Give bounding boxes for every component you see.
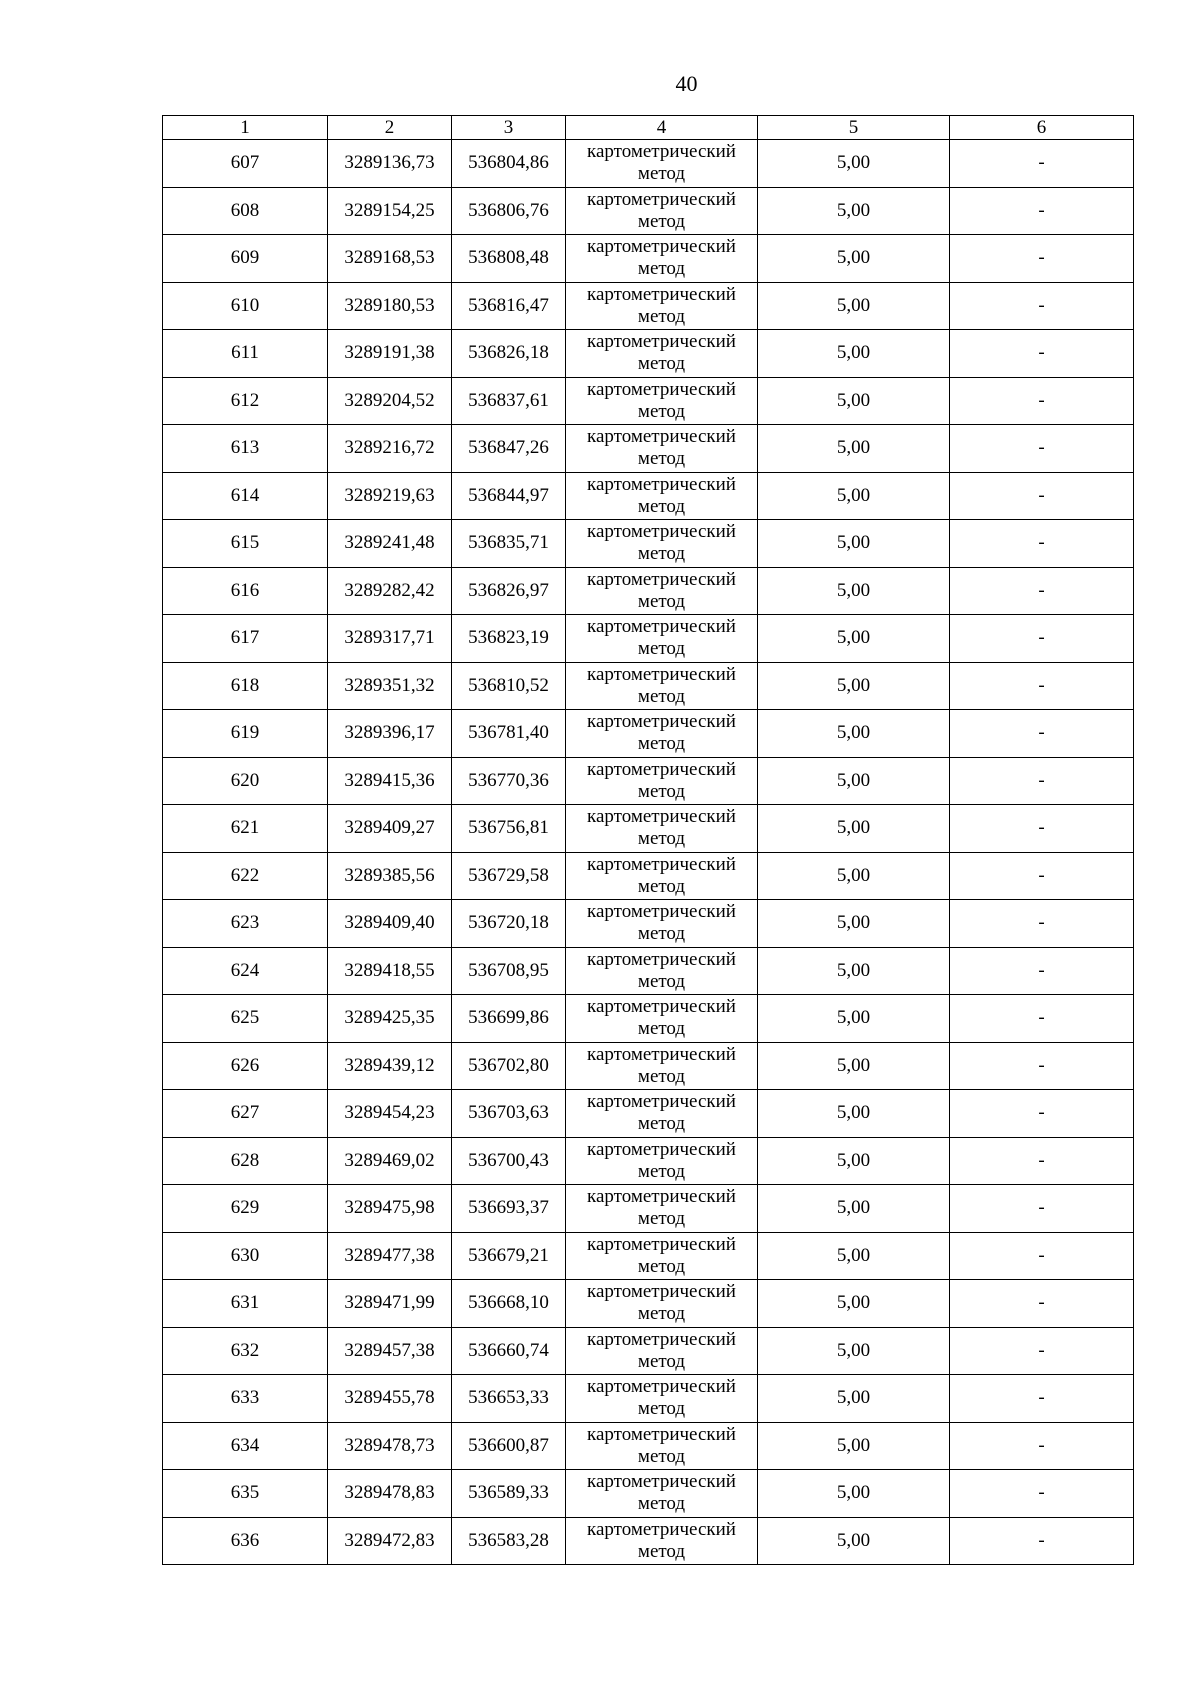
point-number-cell: 635 [163, 1470, 328, 1518]
note-cell: - [950, 662, 1134, 710]
table-row [163, 615, 1134, 663]
table-row [163, 662, 1134, 710]
method-cell [566, 710, 758, 758]
x-coordinate-cell: 3289216,72 [328, 425, 452, 473]
note-cell: - [950, 615, 1134, 663]
method-line1: картометрический [587, 1138, 736, 1160]
table-row [163, 757, 1134, 805]
accuracy-cell: 5,00 [758, 710, 950, 758]
x-coordinate-cell: 3289454,23 [328, 1090, 452, 1138]
header-cell: 2 [328, 116, 452, 140]
coordinates-table [162, 115, 1134, 1565]
accuracy-cell: 5,00 [758, 1422, 950, 1470]
method-line2: метод [637, 828, 686, 850]
accuracy-cell: 5,00 [758, 377, 950, 425]
table-header-row [163, 116, 1134, 140]
y-coordinate-cell: 536700,43 [452, 1137, 566, 1185]
method-cell [566, 282, 758, 330]
y-coordinate-cell: 536826,18 [452, 330, 566, 378]
method-line2: метод [637, 638, 686, 660]
method-line2: метод [637, 448, 686, 470]
accuracy-cell: 5,00 [758, 567, 950, 615]
method-line2: метод [637, 1160, 686, 1182]
method-cell [566, 425, 758, 473]
method-line1: картометрический [587, 1186, 736, 1208]
method-line1: картометрический [587, 426, 736, 448]
accuracy-cell: 5,00 [758, 472, 950, 520]
point-number-cell: 618 [163, 662, 328, 710]
accuracy-cell: 5,00 [758, 805, 950, 853]
method-line2: метод [637, 780, 686, 802]
x-coordinate-cell: 3289219,63 [328, 472, 452, 520]
note-cell: - [950, 377, 1134, 425]
method-line1: картометрический [587, 473, 736, 495]
point-number-cell: 626 [163, 1042, 328, 1090]
note-cell: - [950, 1232, 1134, 1280]
table-row [163, 520, 1134, 568]
accuracy-cell: 5,00 [758, 425, 950, 473]
accuracy-cell: 5,00 [758, 187, 950, 235]
accuracy-cell: 5,00 [758, 330, 950, 378]
method-cell [566, 662, 758, 710]
method-cell [566, 377, 758, 425]
x-coordinate-cell: 3289469,02 [328, 1137, 452, 1185]
x-coordinate-cell: 3289471,99 [328, 1280, 452, 1328]
table-row [163, 900, 1134, 948]
method-line1: картометрический [587, 141, 736, 163]
header-cell: 3 [452, 116, 566, 140]
point-number-cell: 632 [163, 1327, 328, 1375]
point-number-cell: 636 [163, 1517, 328, 1565]
accuracy-cell: 5,00 [758, 900, 950, 948]
note-cell: - [950, 995, 1134, 1043]
x-coordinate-cell: 3289477,38 [328, 1232, 452, 1280]
method-cell [566, 1422, 758, 1470]
point-number-cell: 627 [163, 1090, 328, 1138]
note-cell: - [950, 1327, 1134, 1375]
note-cell: - [950, 1517, 1134, 1565]
point-number-cell: 610 [163, 282, 328, 330]
y-coordinate-cell: 536693,37 [452, 1185, 566, 1233]
note-cell: - [950, 330, 1134, 378]
method-line2: метод [637, 1540, 686, 1562]
accuracy-cell: 5,00 [758, 852, 950, 900]
table-row [163, 1280, 1134, 1328]
x-coordinate-cell: 3289204,52 [328, 377, 452, 425]
note-cell: - [950, 1422, 1134, 1470]
method-cell [566, 1470, 758, 1518]
table-row [163, 710, 1134, 758]
note-cell: - [950, 235, 1134, 283]
note-cell: - [950, 472, 1134, 520]
note-cell: - [950, 187, 1134, 235]
method-line2: метод [637, 1350, 686, 1372]
table-row [163, 1137, 1134, 1185]
note-cell: - [950, 1042, 1134, 1090]
method-line2: метод [637, 400, 686, 422]
note-cell: - [950, 425, 1134, 473]
point-number-cell: 625 [163, 995, 328, 1043]
point-number-cell: 615 [163, 520, 328, 568]
method-line2: метод [637, 1208, 686, 1230]
table-row [163, 1090, 1134, 1138]
table-row [163, 567, 1134, 615]
point-number-cell: 619 [163, 710, 328, 758]
x-coordinate-cell: 3289241,48 [328, 520, 452, 568]
method-cell [566, 1517, 758, 1565]
y-coordinate-cell: 536823,19 [452, 615, 566, 663]
y-coordinate-cell: 536781,40 [452, 710, 566, 758]
method-cell [566, 1280, 758, 1328]
method-line1: картометрический [587, 188, 736, 210]
method-cell [566, 947, 758, 995]
point-number-cell: 623 [163, 900, 328, 948]
table-row [163, 1185, 1134, 1233]
x-coordinate-cell: 3289425,35 [328, 995, 452, 1043]
y-coordinate-cell: 536600,87 [452, 1422, 566, 1470]
y-coordinate-cell: 536583,28 [452, 1517, 566, 1565]
y-coordinate-cell: 536703,63 [452, 1090, 566, 1138]
accuracy-cell: 5,00 [758, 235, 950, 283]
point-number-cell: 609 [163, 235, 328, 283]
accuracy-cell: 5,00 [758, 1375, 950, 1423]
method-line1: картометрический [587, 1376, 736, 1398]
table-row [163, 425, 1134, 473]
method-line2: метод [637, 353, 686, 375]
point-number-cell: 633 [163, 1375, 328, 1423]
method-line1: картометрический [587, 568, 736, 590]
method-cell [566, 1375, 758, 1423]
accuracy-cell: 5,00 [758, 662, 950, 710]
y-coordinate-cell: 536826,97 [452, 567, 566, 615]
accuracy-cell: 5,00 [758, 520, 950, 568]
y-coordinate-cell: 536660,74 [452, 1327, 566, 1375]
method-line1: картометрический [587, 806, 736, 828]
method-line1: картометрический [587, 616, 736, 638]
x-coordinate-cell: 3289180,53 [328, 282, 452, 330]
x-coordinate-cell: 3289439,12 [328, 1042, 452, 1090]
x-coordinate-cell: 3289282,42 [328, 567, 452, 615]
accuracy-cell: 5,00 [758, 282, 950, 330]
method-line1: картометрический [587, 711, 736, 733]
note-cell: - [950, 710, 1134, 758]
x-coordinate-cell: 3289396,17 [328, 710, 452, 758]
note-cell: - [950, 1280, 1134, 1328]
method-cell [566, 1137, 758, 1185]
point-number-cell: 611 [163, 330, 328, 378]
y-coordinate-cell: 536668,10 [452, 1280, 566, 1328]
table-row [163, 330, 1134, 378]
method-line1: картометрический [587, 521, 736, 543]
method-line2: метод [637, 210, 686, 232]
table-row [163, 947, 1134, 995]
accuracy-cell: 5,00 [758, 1470, 950, 1518]
x-coordinate-cell: 3289418,55 [328, 947, 452, 995]
note-cell: - [950, 852, 1134, 900]
point-number-cell: 622 [163, 852, 328, 900]
method-line1: картометрический [587, 1091, 736, 1113]
method-cell [566, 1185, 758, 1233]
note-cell: - [950, 1137, 1134, 1185]
x-coordinate-cell: 3289475,98 [328, 1185, 452, 1233]
method-line1: картометрический [587, 663, 736, 685]
y-coordinate-cell: 536835,71 [452, 520, 566, 568]
method-line2: метод [637, 685, 686, 707]
accuracy-cell: 5,00 [758, 1232, 950, 1280]
header-cell: 6 [950, 116, 1134, 140]
accuracy-cell: 5,00 [758, 757, 950, 805]
note-cell: - [950, 1185, 1134, 1233]
y-coordinate-cell: 536589,33 [452, 1470, 566, 1518]
accuracy-cell: 5,00 [758, 1280, 950, 1328]
point-number-cell: 624 [163, 947, 328, 995]
table-row [163, 187, 1134, 235]
table-row [163, 377, 1134, 425]
method-line2: метод [637, 1255, 686, 1277]
method-line1: картометрический [587, 378, 736, 400]
accuracy-cell: 5,00 [758, 1137, 950, 1185]
note-cell: - [950, 947, 1134, 995]
x-coordinate-cell: 3289168,53 [328, 235, 452, 283]
point-number-cell: 634 [163, 1422, 328, 1470]
method-line1: картометрический [587, 331, 736, 353]
note-cell: - [950, 805, 1134, 853]
x-coordinate-cell: 3289457,38 [328, 1327, 452, 1375]
accuracy-cell: 5,00 [758, 1517, 950, 1565]
method-cell [566, 900, 758, 948]
method-cell [566, 235, 758, 283]
point-number-cell: 616 [163, 567, 328, 615]
point-number-cell: 628 [163, 1137, 328, 1185]
accuracy-cell: 5,00 [758, 1185, 950, 1233]
table-row [163, 1517, 1134, 1565]
table-row [163, 1375, 1134, 1423]
table-row [163, 1232, 1134, 1280]
method-line2: метод [637, 590, 686, 612]
method-cell [566, 995, 758, 1043]
note-cell: - [950, 900, 1134, 948]
method-line1: картометрический [587, 853, 736, 875]
y-coordinate-cell: 536816,47 [452, 282, 566, 330]
method-line2: метод [637, 923, 686, 945]
header-cell: 1 [163, 116, 328, 140]
x-coordinate-cell: 3289154,25 [328, 187, 452, 235]
y-coordinate-cell: 536804,86 [452, 140, 566, 188]
point-number-cell: 614 [163, 472, 328, 520]
y-coordinate-cell: 536847,26 [452, 425, 566, 473]
table-row [163, 140, 1134, 188]
method-cell [566, 1090, 758, 1138]
table-row [163, 805, 1134, 853]
y-coordinate-cell: 536808,48 [452, 235, 566, 283]
method-line2: метод [637, 1303, 686, 1325]
method-line2: метод [637, 733, 686, 755]
x-coordinate-cell: 3289478,83 [328, 1470, 452, 1518]
method-line2: метод [637, 1018, 686, 1040]
method-cell [566, 805, 758, 853]
method-line2: метод [637, 875, 686, 897]
point-number-cell: 608 [163, 187, 328, 235]
method-line1: картометрический [587, 1233, 736, 1255]
method-line2: метод [637, 970, 686, 992]
y-coordinate-cell: 536702,80 [452, 1042, 566, 1090]
method-line1: картометрический [587, 948, 736, 970]
method-line1: картометрический [587, 1281, 736, 1303]
y-coordinate-cell: 536810,52 [452, 662, 566, 710]
table-row [163, 1422, 1134, 1470]
x-coordinate-cell: 3289478,73 [328, 1422, 452, 1470]
method-line2: метод [637, 543, 686, 565]
point-number-cell: 612 [163, 377, 328, 425]
accuracy-cell: 5,00 [758, 1090, 950, 1138]
x-coordinate-cell: 3289136,73 [328, 140, 452, 188]
y-coordinate-cell: 536653,33 [452, 1375, 566, 1423]
method-cell [566, 757, 758, 805]
x-coordinate-cell: 3289385,56 [328, 852, 452, 900]
method-cell [566, 1327, 758, 1375]
method-line1: картометрический [587, 236, 736, 258]
note-cell: - [950, 1090, 1134, 1138]
accuracy-cell: 5,00 [758, 1042, 950, 1090]
y-coordinate-cell: 536729,58 [452, 852, 566, 900]
method-line2: метод [637, 495, 686, 517]
method-line2: метод [637, 305, 686, 327]
y-coordinate-cell: 536837,61 [452, 377, 566, 425]
accuracy-cell: 5,00 [758, 140, 950, 188]
method-line1: картометрический [587, 758, 736, 780]
page-number: 40 [675, 71, 698, 96]
method-line1: картометрический [587, 1518, 736, 1540]
header-cell: 5 [758, 116, 950, 140]
note-cell: - [950, 520, 1134, 568]
table-row [163, 472, 1134, 520]
note-cell: - [950, 140, 1134, 188]
x-coordinate-cell: 3289409,40 [328, 900, 452, 948]
table-row [163, 852, 1134, 900]
method-cell [566, 472, 758, 520]
point-number-cell: 607 [163, 140, 328, 188]
method-cell [566, 615, 758, 663]
method-line2: метод [637, 1065, 686, 1087]
method-line1: картометрический [587, 1423, 736, 1445]
x-coordinate-cell: 3289409,27 [328, 805, 452, 853]
y-coordinate-cell: 536720,18 [452, 900, 566, 948]
method-line1: картометрический [587, 901, 736, 923]
table-body [163, 140, 1134, 1565]
note-cell: - [950, 1375, 1134, 1423]
point-number-cell: 621 [163, 805, 328, 853]
point-number-cell: 630 [163, 1232, 328, 1280]
table-row [163, 1327, 1134, 1375]
method-line1: картометрический [587, 1471, 736, 1493]
method-cell [566, 187, 758, 235]
note-cell: - [950, 757, 1134, 805]
method-cell [566, 1232, 758, 1280]
point-number-cell: 617 [163, 615, 328, 663]
method-line2: метод [637, 1113, 686, 1135]
method-line1: картометрический [587, 283, 736, 305]
y-coordinate-cell: 536679,21 [452, 1232, 566, 1280]
note-cell: - [950, 1470, 1134, 1518]
y-coordinate-cell: 536770,36 [452, 757, 566, 805]
method-line2: метод [637, 163, 686, 185]
table-row [163, 1470, 1134, 1518]
note-cell: - [950, 567, 1134, 615]
accuracy-cell: 5,00 [758, 995, 950, 1043]
y-coordinate-cell: 536806,76 [452, 187, 566, 235]
method-cell [566, 567, 758, 615]
method-cell [566, 1042, 758, 1090]
x-coordinate-cell: 3289455,78 [328, 1375, 452, 1423]
y-coordinate-cell: 536844,97 [452, 472, 566, 520]
table-row [163, 282, 1134, 330]
method-line2: метод [637, 1398, 686, 1420]
y-coordinate-cell: 536756,81 [452, 805, 566, 853]
accuracy-cell: 5,00 [758, 1327, 950, 1375]
table-row [163, 995, 1134, 1043]
y-coordinate-cell: 536708,95 [452, 947, 566, 995]
x-coordinate-cell: 3289351,32 [328, 662, 452, 710]
point-number-cell: 631 [163, 1280, 328, 1328]
method-cell [566, 330, 758, 378]
method-line2: метод [637, 258, 686, 280]
method-line2: метод [637, 1493, 686, 1515]
method-cell [566, 852, 758, 900]
method-cell [566, 520, 758, 568]
x-coordinate-cell: 3289472,83 [328, 1517, 452, 1565]
method-line1: картометрический [587, 1043, 736, 1065]
x-coordinate-cell: 3289317,71 [328, 615, 452, 663]
x-coordinate-cell: 3289415,36 [328, 757, 452, 805]
x-coordinate-cell: 3289191,38 [328, 330, 452, 378]
accuracy-cell: 5,00 [758, 947, 950, 995]
table-row [163, 1042, 1134, 1090]
accuracy-cell: 5,00 [758, 615, 950, 663]
method-line1: картометрический [587, 996, 736, 1018]
point-number-cell: 620 [163, 757, 328, 805]
method-line2: метод [637, 1445, 686, 1467]
note-cell: - [950, 282, 1134, 330]
point-number-cell: 629 [163, 1185, 328, 1233]
method-line1: картометрический [587, 1328, 736, 1350]
point-number-cell: 613 [163, 425, 328, 473]
y-coordinate-cell: 536699,86 [452, 995, 566, 1043]
method-cell [566, 140, 758, 188]
table-row [163, 235, 1134, 283]
header-cell: 4 [566, 116, 758, 140]
